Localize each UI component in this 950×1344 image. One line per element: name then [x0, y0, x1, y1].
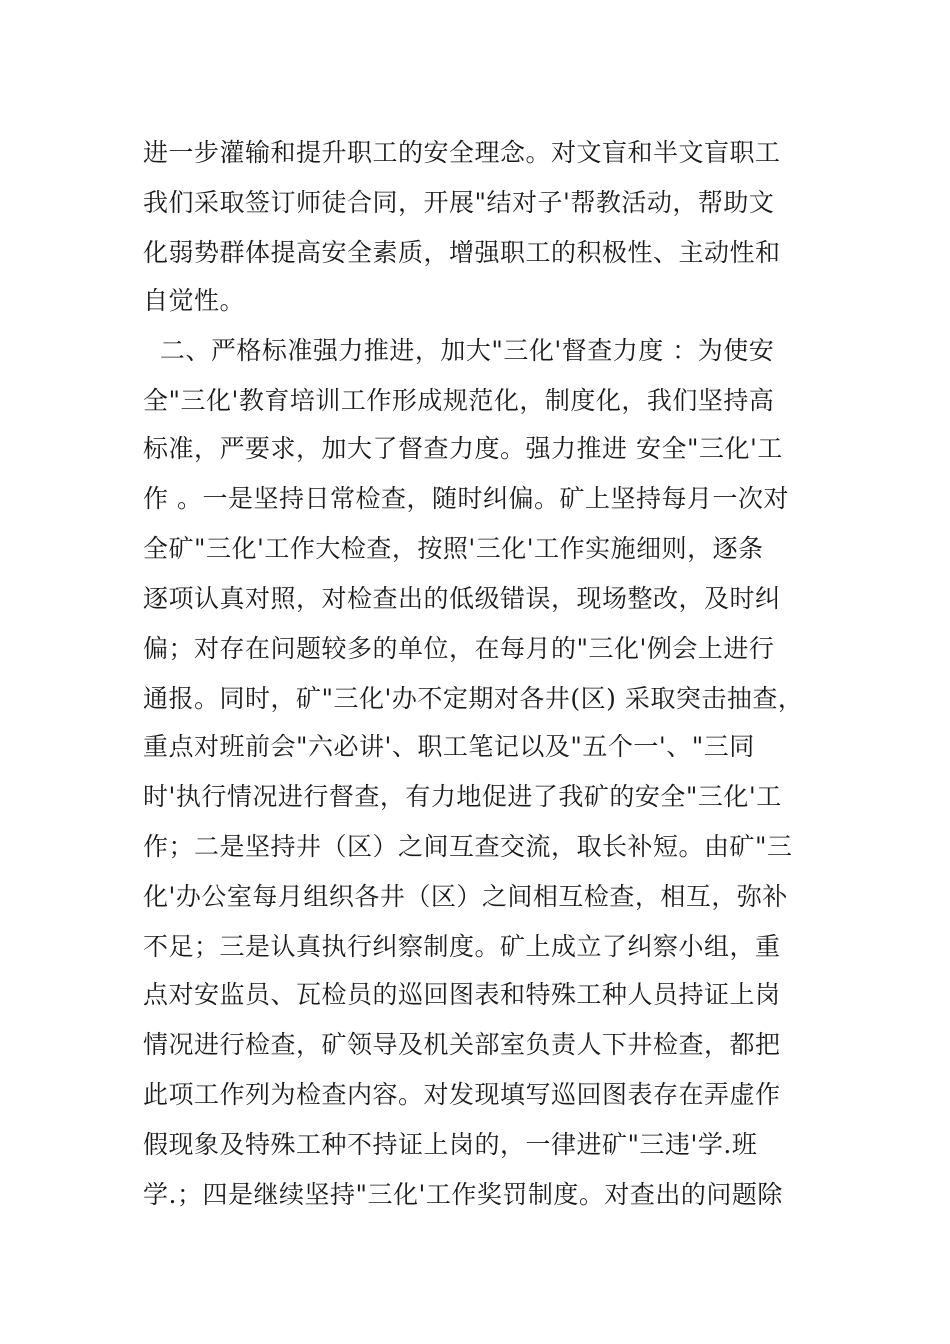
text-line: 假现象及特殊工种不持证上岗的，一律进矿"三违'学.班: [143, 1130, 758, 1159]
text-line: 情况进行检查，矿领导及机关部室负责人下井检查，都把: [143, 1030, 781, 1059]
section-heading-line: 二、严格标准强力推进，加大"三化'督查力度 ：为使安: [143, 336, 775, 365]
text-line: 作；二是坚持井（区）之间互查交流，取长补短。由矿"三: [143, 832, 793, 861]
text-line: 全"三化'教育培训工作形成规范化，制度化，我们坚持高: [143, 386, 775, 415]
text-line: 偏；对存在问题较多的单位，在每月的"三化'例会上进行: [143, 634, 775, 663]
text-line: 此项工作列为检查内容。对发现填写巡回图表存在弄虚作: [143, 1080, 781, 1109]
text-line: 学.；四是继续坚持"三化'工作奖罚制度。对查出的问题除: [143, 1180, 783, 1209]
text-line: 点对安监员、瓦检员的巡回图表和特殊工种人员持证上岗: [143, 980, 781, 1009]
text-line: 我们采取签订师徒合同，开展"结对子'帮教活动，帮助文: [143, 188, 775, 217]
text-line: 不足；三是认真执行纠察制度。矿上成立了纠察小组，重: [143, 932, 781, 961]
text-line: 标准，严要求，加大了督查力度。强力推进 安全"三化'工: [143, 434, 783, 463]
text-line: 进一步灌输和提升职工的安全理念。对文盲和半文盲职工: [143, 138, 781, 167]
text-line: 作 。一是坚持日常检查，随时纠偏。矿上坚持每月一次对: [143, 484, 789, 513]
text-line: 时'执行情况进行督查，有力地促进了我矿的安全"三化'工: [143, 782, 782, 811]
text-line: 逐项认真对照，对检查出的低级错误，现场整改，及时纠: [143, 584, 781, 613]
text-line: 化弱势群体提高安全素质，增强职工的积极性、主动性和: [143, 238, 781, 267]
text-line: 全矿"三化'工作大检查，按照'三化'工作实施细则，逐条: [143, 534, 764, 563]
text-line: 自觉性。: [143, 286, 246, 315]
text-line: 重点对班前会"六必讲'、职工笔记以及"五个一'、"三同: [143, 732, 755, 761]
text-line: 通报。同时，矿"三化'办不定期对各井(区) 采取突击抽查，: [143, 684, 804, 713]
text-line: 化'办公室每月组织各井（区）之间相互检查，相互，弥补: [143, 882, 788, 911]
